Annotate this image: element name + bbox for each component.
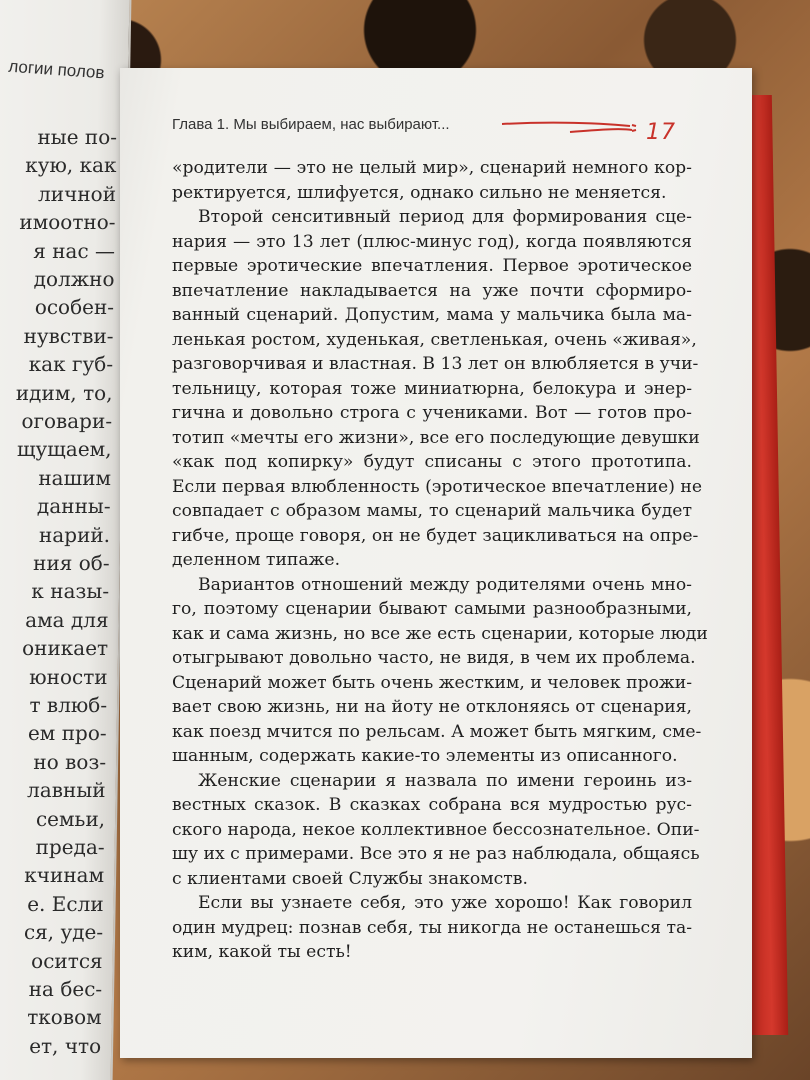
text-line: один мудрец: познав себя, ты никогда не останешься та- — [172, 917, 693, 938]
left-page-header: логии полов — [7, 56, 106, 83]
text-line: нария — это 13 лет (плюс-минус год), когда появляются — [172, 231, 692, 252]
left-text-line: имоотно- — [19, 210, 116, 235]
text-line: Второй сенситивный период для формирования сце- — [198, 207, 692, 227]
text-line: ванный сценарий. Допустим, мама у мальчика была ма- — [172, 305, 692, 325]
left-book-page — [0, 0, 131, 1080]
left-text-line: но воз- — [33, 749, 107, 774]
left-text-line: осится — [30, 948, 103, 973]
text-line: деленном типаже. — [172, 550, 341, 570]
running-head: Глава 1. Мы выбираем, нас выбирают... — [172, 116, 450, 133]
left-text-line: оникает — [21, 636, 109, 661]
text-line: шанным, содержать какие-то элементы из описанного. — [172, 746, 678, 766]
left-text-line: семьи, — [35, 806, 106, 831]
text-line: тельницу, которая тоже миниатюрна, белокура и энер- — [172, 378, 692, 399]
left-text-line: нувстви- — [23, 323, 114, 348]
text-line: вает свою жизнь, ни на йоту не отклоняясь от сценария, — [172, 697, 692, 717]
text-line: Женские сценарии я назвала по имени героинь из- — [198, 770, 692, 791]
left-text-line: преда- — [35, 835, 105, 859]
left-text-line: ные по- — [37, 125, 118, 149]
left-text-line: лавный — [26, 778, 106, 803]
text-line: совпадает с образом мамы, то сценарий мальчика будет — [172, 501, 692, 521]
text-line: разговорчивая и властная. В 13 лет он влюбляется в учи- — [172, 354, 699, 374]
text-line: вестных сказок. В сказках собрана вся мудростью рус- — [172, 795, 692, 815]
handwritten-pen-underline — [500, 116, 640, 140]
text-line: ким, какой ты есть! — [172, 942, 352, 962]
left-text-line: тковом — [26, 1005, 102, 1030]
left-text-line: личной — [37, 181, 117, 206]
text-line: как поезд мчится по рельсам. А может быть мягким, сме- — [172, 721, 702, 742]
left-text-line: нашим — [38, 465, 112, 490]
text-line: Сценарий может быть очень жестким, и человек прожи- — [172, 672, 692, 693]
left-text-line: я нас — — [33, 238, 116, 263]
left-text-line: т влюб- — [29, 693, 108, 717]
text-line: Если вы узнаете себя, это уже хорошо! Как говорил — [198, 893, 692, 913]
text-line: первые эротические впечатления. Первое эротическое — [172, 256, 692, 276]
text-line: гибче, проще говоря, он не будет зацикливаться на опре- — [172, 525, 699, 546]
text-line: с клиентами своей Службы знакомств. — [172, 868, 528, 889]
left-text-line: ния об- — [32, 551, 110, 575]
text-line: ского народа, некое коллективное бессознательное. Опи- — [172, 819, 700, 840]
left-text-line: данны- — [36, 494, 111, 519]
text-line: го, поэтому сценарии бывают самыми разнообразными, — [172, 599, 692, 619]
right-book-page — [120, 68, 752, 1058]
text-line: впечатление накладывается на уже почти сформиро- — [172, 280, 692, 301]
text-line: как и сама жизнь, но все же есть сценарии, которые люди — [172, 623, 708, 644]
left-text-line: кую, как — [25, 153, 117, 178]
left-text-line: должно — [33, 267, 115, 291]
left-text-line: юности — [29, 664, 108, 689]
left-text-line: на бес- — [28, 977, 103, 1001]
left-text-line: нарий. — [38, 522, 111, 547]
text-line: Вариантов отношений между родителями очень мно- — [198, 574, 692, 595]
left-text-line: щущаем, — [16, 437, 112, 462]
text-line: тотип «мечты его жизни», все его последующие девушки — [172, 427, 700, 448]
text-line: «как под копирку» будут списаны с этого прототипа. — [172, 452, 692, 472]
left-text-line: к назы- — [31, 579, 110, 604]
text-line: Если первая влюбленность (эротическое впечатление) не — [172, 476, 703, 497]
left-text-line: е. Если — [27, 891, 104, 916]
left-text-line: ет, что — [29, 1033, 102, 1058]
left-text-line: ся, уде- — [23, 920, 104, 945]
handwritten-page-number: 17 — [646, 120, 676, 145]
text-line: шу их с примерами. Все это я не раз наблюдала, общаясь — [172, 844, 700, 864]
text-line: гична и довольно строга с учениками. Вот — готов про- — [172, 403, 692, 423]
left-text-line: кчинам — [24, 863, 105, 888]
text-line: «родители — это не целый мир», сценарий немного кор- — [172, 158, 692, 178]
text-line: ленькая ростом, худенькая, светленькая, очень «живая», — [172, 329, 697, 350]
left-text-line: особен- — [34, 295, 115, 320]
text-line: ректируется, шлифуется, однако сильно не меняется. — [172, 182, 667, 203]
text-line: отыгрывают довольно часто, не видя, в чем их проблема. — [172, 648, 696, 668]
left-text-line: как губ- — [28, 352, 114, 377]
left-text-line: ама для — [24, 607, 109, 632]
left-text-line: идим, то, — [15, 380, 113, 405]
left-text-line: оговари- — [21, 409, 113, 433]
page-body-text — [172, 156, 708, 965]
left-text-line: ем про- — [27, 721, 107, 746]
